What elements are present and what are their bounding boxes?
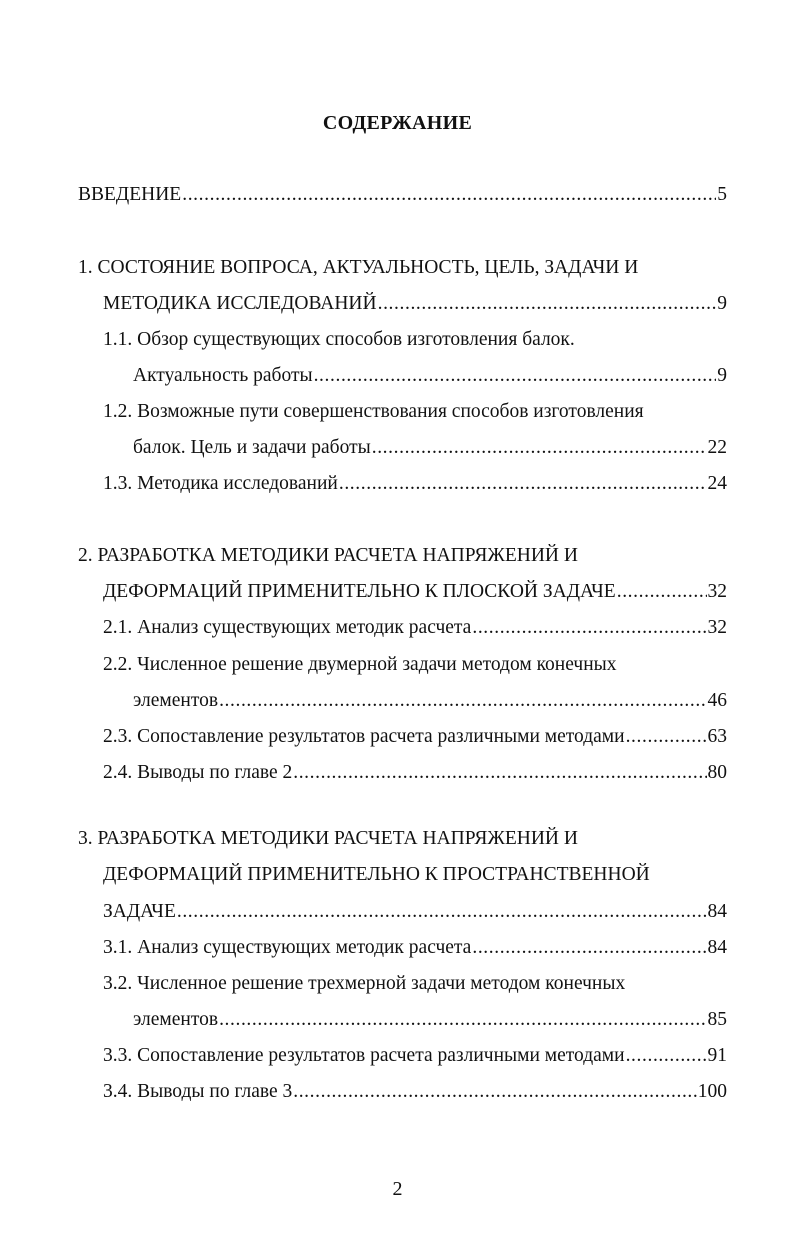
toc-chapter-1-line2[interactable] <box>103 289 727 319</box>
toc-chapter-2-line1[interactable] <box>78 541 578 571</box>
toc-entry-text: 2.2. Численное решение двумерной задачи методом конечных <box>103 654 617 675</box>
dot-leader <box>219 686 706 716</box>
toc-section-2-2-line1[interactable] <box>103 650 617 680</box>
toc-entry-text: 1. СОСТОЯНИЕ ВОПРОСА, АКТУАЛЬНОСТЬ, ЦЕЛЬ, ЗАДАЧИ И <box>78 257 639 278</box>
dot-leader <box>177 897 707 927</box>
toc-section-2-1[interactable] <box>103 613 727 643</box>
toc-entry-text: 2.4. Выводы по главе 2 <box>103 762 293 783</box>
toc-page-number: 22 <box>707 437 727 458</box>
toc-entry-text: элементов <box>133 1009 219 1030</box>
toc-entry-text: Актуальность работы <box>133 365 313 386</box>
toc-chapter-2-line2[interactable] <box>103 577 727 607</box>
toc-section-2-2-line2[interactable] <box>133 686 727 716</box>
toc-entry-text: 2.1. Анализ существующих методик расчета <box>103 617 472 638</box>
toc-entry-text: 3.1. Анализ существующих методик расчета <box>103 937 472 958</box>
toc-section-3-1[interactable] <box>103 933 727 963</box>
toc-page-number: 9 <box>717 293 727 314</box>
toc-entry-text: 2.3. Сопоставление результатов расчета различными методами <box>103 726 625 747</box>
toc-page-number: 80 <box>707 762 727 783</box>
toc-entry-text: 2. РАЗРАБОТКА МЕТОДИКИ РАСЧЕТА НАПРЯЖЕНИЙ И <box>78 545 578 566</box>
dot-leader <box>372 433 707 463</box>
toc-page-number: 85 <box>707 1009 727 1030</box>
toc-page-number: 9 <box>717 365 727 386</box>
toc-section-2-4[interactable] <box>103 758 727 788</box>
dot-leader <box>314 361 717 391</box>
toc-page-number: 32 <box>707 617 727 638</box>
toc-section-1-1-line1[interactable] <box>103 325 575 355</box>
toc-chapter-3-line1[interactable] <box>78 824 578 854</box>
toc-entry-text: 3.4. Выводы по главе 3 <box>103 1081 293 1102</box>
toc-section-3-4[interactable] <box>103 1077 727 1107</box>
dot-leader <box>219 1005 706 1035</box>
toc-entry-text: 1.1. Обзор существующих способов изготовления балок. <box>103 329 575 350</box>
toc-entry-text: 3.3. Сопоставление результатов расчета различными методами <box>103 1045 625 1066</box>
toc-chapter-3-line2[interactable] <box>103 860 650 890</box>
toc-page-number: 5 <box>717 184 727 205</box>
toc-section-3-2-line1[interactable] <box>103 969 625 999</box>
toc-section-1-2-line1[interactable] <box>103 397 644 427</box>
toc-entry-text: ДЕФОРМАЦИЙ ПРИМЕНИТЕЛЬНО К ПЛОСКОЙ ЗАДАЧЕ <box>103 581 616 602</box>
toc-entry-text: ВВЕДЕНИЕ <box>78 184 182 205</box>
toc-page-number: 24 <box>707 473 727 494</box>
toc-page-number: 100 <box>697 1081 727 1102</box>
toc-section-1-2-line2[interactable] <box>133 433 727 463</box>
dot-leader <box>378 289 717 319</box>
toc-section-1-1-line2[interactable] <box>133 361 727 391</box>
toc-entry-intro[interactable] <box>78 180 727 210</box>
dot-leader <box>339 469 707 499</box>
dot-leader <box>182 180 716 210</box>
toc-entry-text: ЗАДАЧЕ <box>103 901 176 922</box>
toc-page-number: 84 <box>707 937 727 958</box>
toc-entry-text: 3.2. Численное решение трехмерной задачи методом конечных <box>103 973 626 994</box>
toc-chapter-3-line3[interactable] <box>103 897 727 927</box>
page-number: 2 <box>392 1178 403 1200</box>
dot-leader <box>472 613 706 643</box>
dot-leader <box>293 1077 697 1107</box>
toc-page-number: 63 <box>707 726 727 747</box>
toc-entry-text: 1.3. Методика исследований <box>103 473 338 494</box>
dot-leader <box>472 933 706 963</box>
dot-leader <box>626 1041 707 1071</box>
dot-leader <box>293 758 706 788</box>
page-title: СОДЕРЖАНИЕ <box>322 112 473 134</box>
toc-entry-text: МЕТОДИКА ИССЛЕДОВАНИЙ <box>103 293 377 314</box>
toc-page-number: 91 <box>707 1045 727 1066</box>
toc-section-2-3[interactable] <box>103 722 727 752</box>
dot-leader <box>626 722 707 752</box>
toc-entry-text: 3. РАЗРАБОТКА МЕТОДИКИ РАСЧЕТА НАПРЯЖЕНИЙ И <box>78 828 578 849</box>
toc-section-3-3[interactable] <box>103 1041 727 1071</box>
toc-chapter-1-line1[interactable] <box>78 253 638 283</box>
toc-page-number: 32 <box>707 581 727 602</box>
toc-section-3-2-line2[interactable] <box>133 1005 727 1035</box>
toc-page-number: 84 <box>707 901 727 922</box>
toc-section-1-3[interactable] <box>103 469 727 499</box>
toc-entry-text: балок. Цель и задачи работы <box>133 437 371 458</box>
dot-leader <box>617 577 707 607</box>
toc-page-number: 46 <box>707 690 727 711</box>
toc-entry-text: 1.2. Возможные пути совершенствования способов изготовления <box>103 401 644 422</box>
toc-entry-text: элементов <box>133 690 219 711</box>
toc-entry-text: ДЕФОРМАЦИЙ ПРИМЕНИТЕЛЬНО К ПРОСТРАНСТВЕННОЙ <box>103 864 650 885</box>
